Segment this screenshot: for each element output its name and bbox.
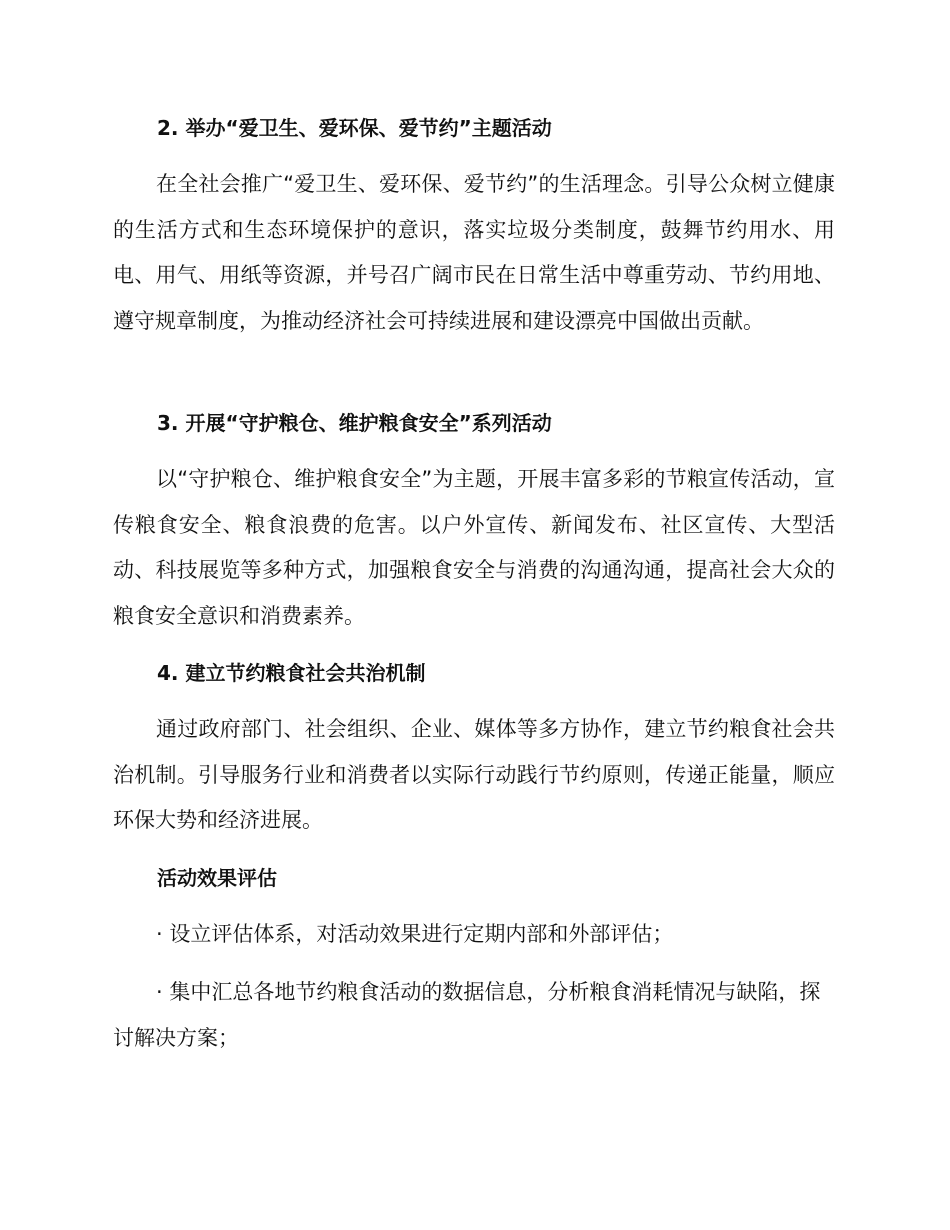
evaluation-item-2: · 集中汇总各地节约粮食活动的数据信息，分析粮食消耗情况与缺陷，探讨解决方案； (113, 980, 821, 1050)
section-heading-3: 3. 开展“守护粮仓、维护粮食安全”系列活动 (157, 411, 552, 435)
section-body-3: 以“守护粮仓、维护粮食安全”为主题，开展丰富多彩的节粮宣传活动，宣传粮食安全、粮食浪费的危害。以户外宣传、新闻发布、社区宣传、大型活动、科技展览等多种方式，加强粮食安全与消费的沟通沟通，提高社会大众的粮食安全意识和消费素养。 (113, 467, 835, 628)
section-body-4: 通过政府部门、社会组织、企业、媒体等多方协作，建立节约粮食社会共治机制。引导服务行业和消费者以实际行动践行节约原则，传递正能量，顺应环保大势和经济进展。 (113, 717, 835, 832)
evaluation-heading: 活动效果评估 (157, 866, 277, 890)
section-body-2: 在全社会推广“爱卫生、爱环保、爱节约”的生活理念。引导公众树立健康的生活方式和生态环境保护的意识，落实垃圾分类制度，鼓舞节约用水、用电、用气、用纸等资源，并号召广阔市民在日常生活中尊重劳动、节约用地、遵守规章制度，为推动经济社会可持续进展和建设漂亮中国做出贡献。 (113, 172, 835, 333)
section-heading-4: 4. 建立节约粮食社会共治机制 (157, 661, 426, 685)
evaluation-item-1: · 设立评估体系，对活动效果进行定期内部和外部评估； (156, 922, 674, 946)
section-heading-2: 2. 举办“爱卫生、爱环保、爱节约”主题活动 (157, 116, 552, 140)
